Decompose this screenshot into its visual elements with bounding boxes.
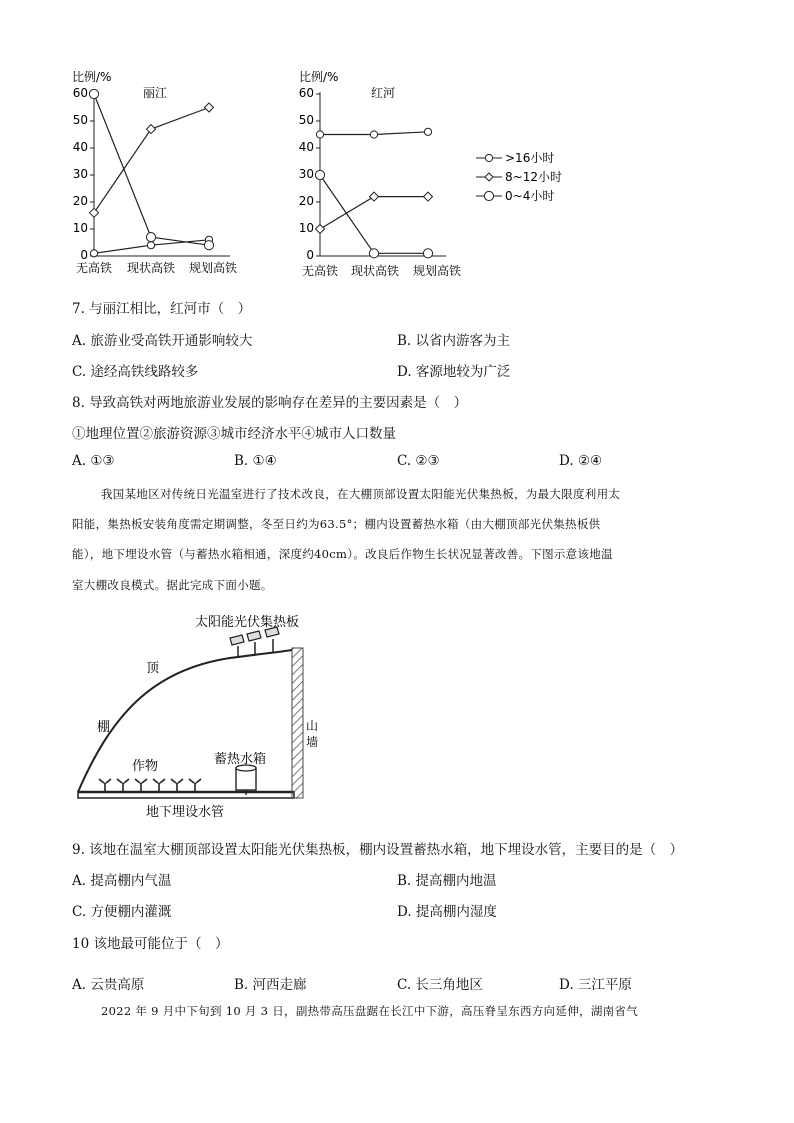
lijiang-point-1-2 xyxy=(205,103,214,112)
label-top: 顶 xyxy=(146,661,160,676)
lijiang-ytick-10: 10 xyxy=(72,221,88,235)
q10-stem: 10 该地最可能位于（ ） xyxy=(72,936,229,952)
honghe-point-0-0 xyxy=(316,131,323,138)
label-shed: 棚 xyxy=(97,720,111,735)
q10-option-d[interactable]: D. 三江平原 xyxy=(559,977,632,993)
q9-option-d[interactable]: D. 提高棚内湿度 xyxy=(397,904,497,920)
greenhouse-roof xyxy=(78,650,292,792)
passage1-line-2: 阳能，集热板安装角度需定期调整，冬至日约为63.5°；棚内设置蓄热水箱（由大棚顶部光伏集热板供 xyxy=(72,517,601,531)
passage2-line-1: 2022 年 9 月中下旬到 10 月 3 日，副热带高压盘踞在长江中下游，高压脊呈东西方向延伸，湖南省气 xyxy=(101,1004,639,1018)
label-solar-panel: 太阳能光伏集热板 xyxy=(195,615,300,630)
mountain-wall xyxy=(292,648,303,798)
q7-option-c[interactable]: C. 途经高铁线路较多 xyxy=(72,364,199,380)
honghe-xtick-1: 现状高铁 xyxy=(350,264,400,278)
legend-label-1: 8~12小时 xyxy=(505,170,562,184)
honghe-title: 红河 xyxy=(371,86,396,100)
lijiang-series-line-1 xyxy=(94,108,209,213)
chart-lijiang xyxy=(72,69,237,275)
lijiang-point-1-1 xyxy=(147,125,156,134)
label-wall-1: 山 xyxy=(306,719,319,733)
honghe-ytick-20: 20 xyxy=(298,194,314,208)
legend-marker-1 xyxy=(485,173,493,181)
lijiang-xtick-2: 规划高铁 xyxy=(188,261,238,275)
q8-factors: ①地理位置②旅游资源③城市经济水平④城市人口数量 xyxy=(72,426,396,442)
honghe-ytick-30: 30 xyxy=(298,167,314,181)
q9-option-a[interactable]: A. 提高棚内气温 xyxy=(72,873,172,889)
honghe-series-line-2 xyxy=(320,175,428,253)
q10-option-c[interactable]: C. 长三角地区 xyxy=(397,977,483,993)
greenhouse-diagram xyxy=(70,608,340,828)
q8-stem: 8. 导致高铁对两地旅游业发展的影响存在差异的主要因素是（ ） xyxy=(72,395,468,411)
honghe-ytick-0: 0 xyxy=(306,248,314,262)
honghe-ytick-50: 50 xyxy=(298,113,314,127)
honghe-ytick-10: 10 xyxy=(298,221,314,235)
q8-option-d[interactable]: D. ②④ xyxy=(559,453,603,469)
q9-stem: 9. 该地在温室大棚顶部设置太阳能光伏集热板，棚内设置蓄热水箱，地下埋设水管，主要目的是（ ） xyxy=(72,842,684,858)
passage1-line-1: 我国某地区对传统日光温室进行了技术改良，在大棚顶部设置太阳能光伏集热板，为最大限度利用太 xyxy=(101,487,621,501)
label-pipe: 地下埋设水管 xyxy=(146,805,225,820)
lijiang-xtick-0: 无高铁 xyxy=(75,261,113,275)
honghe-xtick-0: 无高铁 xyxy=(301,264,339,278)
q10-option-a[interactable]: A. 云贵高原 xyxy=(72,977,145,993)
lijiang-ytick-20: 20 xyxy=(72,194,88,208)
q7-option-d[interactable]: D. 客源地较为广泛 xyxy=(397,364,511,380)
q8-option-c[interactable]: C. ②③ xyxy=(397,453,440,469)
honghe-point-1-1 xyxy=(370,192,379,201)
lijiang-point-2-1 xyxy=(146,233,155,242)
q8-option-a[interactable]: A. ①③ xyxy=(72,453,115,469)
honghe-point-2-1 xyxy=(369,249,378,258)
legend-marker-0 xyxy=(485,154,492,161)
q10-option-b[interactable]: B. 河西走廊 xyxy=(234,977,307,993)
honghe-xtick-2: 规划高铁 xyxy=(412,264,462,278)
legend-marker-2 xyxy=(484,191,493,200)
lijiang-ytick-50: 50 xyxy=(72,113,88,127)
lijiang-point-0-1 xyxy=(147,242,154,249)
charts-figure xyxy=(0,0,794,290)
lijiang-point-1-0 xyxy=(90,208,99,217)
label-crop: 作物 xyxy=(132,759,159,774)
lijiang-xtick-1: 现状高铁 xyxy=(126,261,176,275)
honghe-ytick-60: 60 xyxy=(298,86,314,100)
passage1-line-3: 能），地下埋设水管（与蓄热水箱相通，深度约40cm）。改良后作物生长状况显著改善。下图示意该地温 xyxy=(72,547,613,561)
lijiang-ylabel: 比例/% xyxy=(72,70,112,84)
lijiang-ytick-30: 30 xyxy=(72,167,88,181)
legend-label-0: >16小时 xyxy=(505,151,555,165)
lijiang-series-line-2 xyxy=(94,94,209,245)
lijiang-title: 丽江 xyxy=(143,86,168,100)
heat-storage-tank xyxy=(236,765,256,795)
honghe-point-0-2 xyxy=(424,128,431,135)
q8-option-b[interactable]: B. ①④ xyxy=(234,453,277,469)
q7-option-b[interactable]: B. 以省内游客为主 xyxy=(397,333,511,349)
passage1-line-4: 室大棚改良模式。据此完成下面小题。 xyxy=(72,578,273,592)
honghe-point-2-0 xyxy=(315,170,324,179)
honghe-ytick-40: 40 xyxy=(298,140,314,154)
lijiang-point-2-0 xyxy=(89,89,98,98)
crops xyxy=(99,779,201,791)
lijiang-ytick-40: 40 xyxy=(72,140,88,154)
chart-legend xyxy=(476,150,562,203)
q7-option-a[interactable]: A. 旅游业受高铁开通影响较大 xyxy=(72,333,253,349)
honghe-point-2-2 xyxy=(423,249,432,258)
q9-option-b[interactable]: B. 提高棚内地温 xyxy=(397,873,497,889)
honghe-ylabel: 比例/% xyxy=(299,70,339,84)
lijiang-ytick-60: 60 xyxy=(72,86,88,100)
honghe-point-0-1 xyxy=(370,131,377,138)
honghe-point-1-0 xyxy=(316,225,325,234)
chart-honghe xyxy=(299,69,461,278)
q9-option-c[interactable]: C. 方便棚内灌溉 xyxy=(72,904,172,920)
lijiang-point-0-0 xyxy=(90,250,97,257)
q7-stem: 7. 与丽江相比，红河市（ ） xyxy=(72,301,252,317)
legend-label-2: 0~4小时 xyxy=(505,189,555,203)
label-tank: 蓄热水箱 xyxy=(214,752,267,767)
lijiang-ytick-0: 0 xyxy=(80,248,88,262)
label-wall-2: 墙 xyxy=(306,735,319,749)
lijiang-point-2-2 xyxy=(204,241,213,250)
honghe-point-1-2 xyxy=(424,192,433,201)
